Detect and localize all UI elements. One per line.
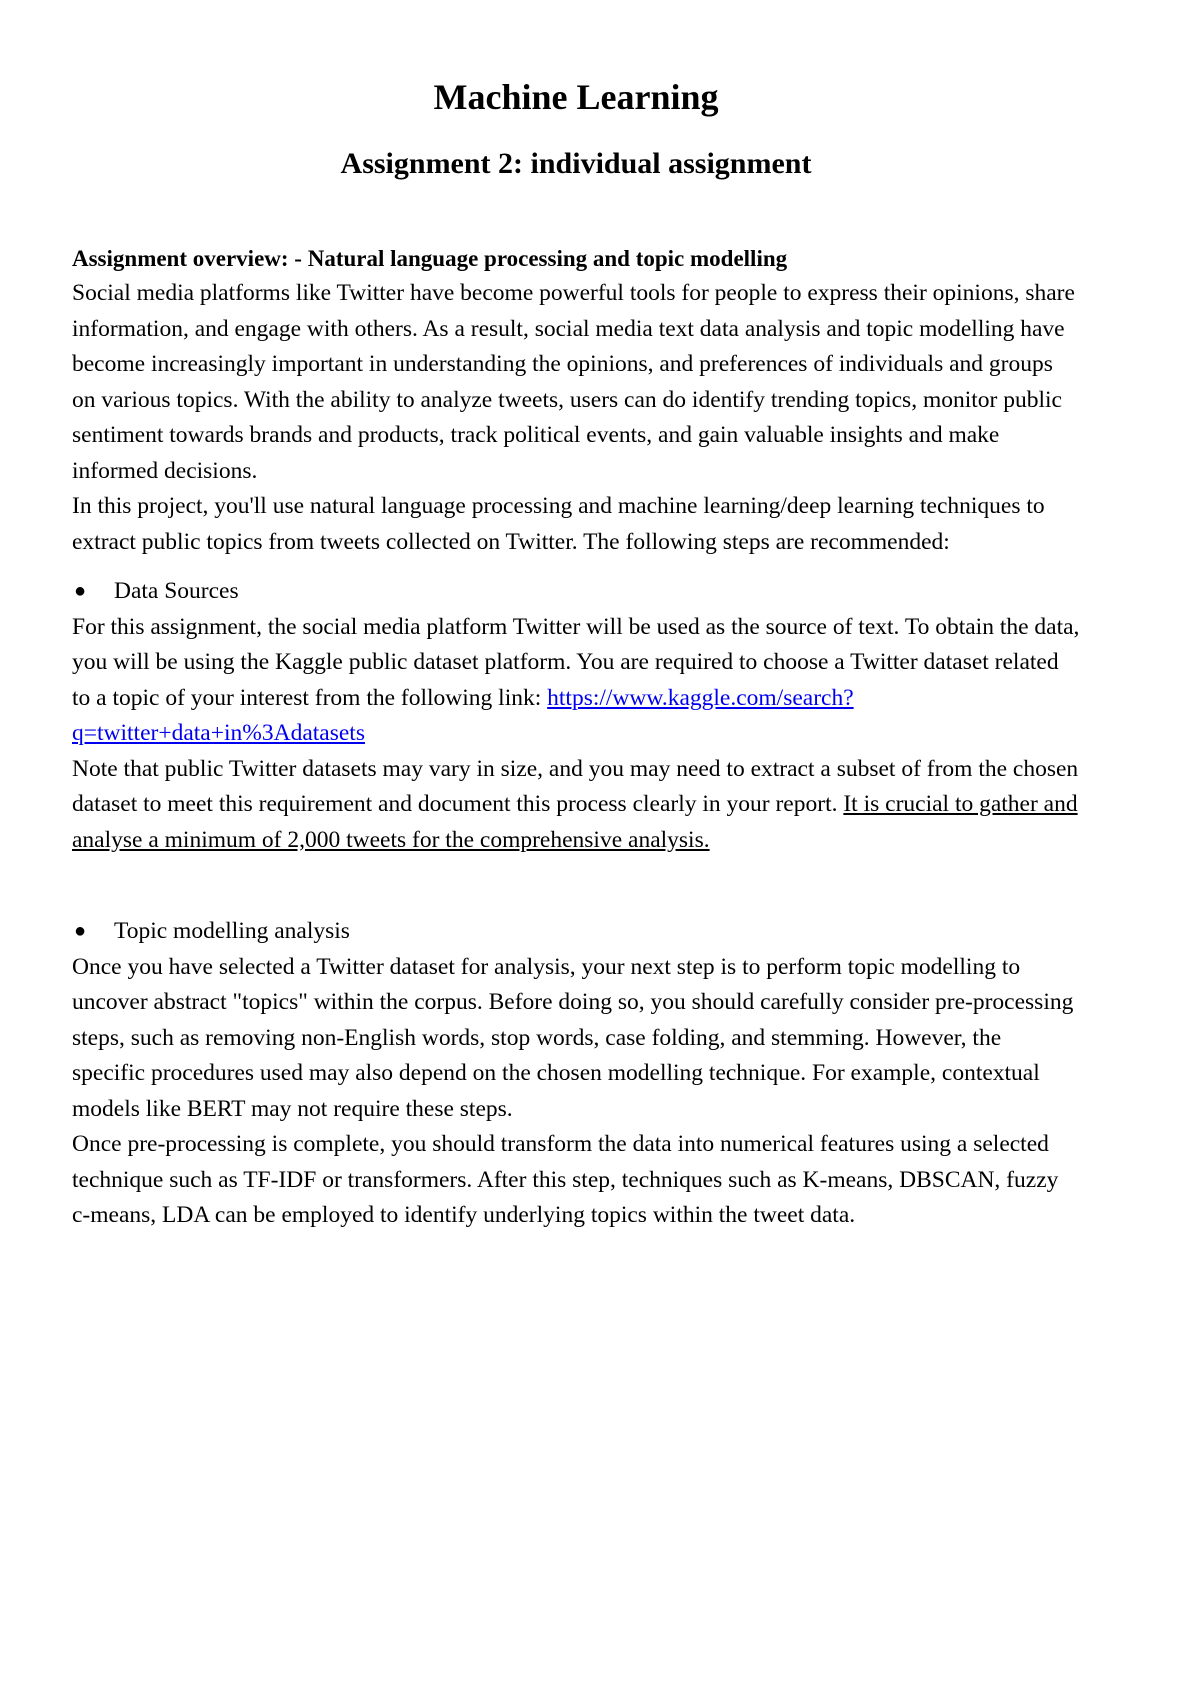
bullet-icon: ●	[74, 580, 87, 602]
topic-paragraph-1: Once you have selected a Twitter dataset for analysis, your next step is to perform topic modelling to uncover abstract "topics" within the corpus. Before doing so, you should carefully consider pre-processing steps, such as removing non-English words, stop words, case folding, and stemming. However, the specific procedures used may also depend on the chosen modelling technique. For example, contextual models like BERT may not require these steps.	[72, 953, 1074, 1122]
bullet-data-sources-label: Data Sources	[114, 578, 239, 604]
kaggle-link[interactable]: https://www.kaggle.com/search?q=twitter+data+in%3Adatasets	[72, 684, 854, 746]
bullet-topic-modelling	[72, 914, 1080, 950]
data-sources-paragraph	[72, 610, 1080, 752]
document-subtitle: Assignment 2: individual assignment	[340, 147, 812, 180]
intro-paragraph: Social media platforms like Twitter have become powerful tools for people to express their opinions, share information, and engage with others. As a result, social media text data analysis and topic modelling have become increasingly important in understanding the opinions, and preferences of individuals and groups on various topics. With the ability to analyze tweets, users can do identify trending topics, monitor public sentiment towards brands and products, track political events, and gain valuable insights and make informed decisions.	[72, 280, 1075, 484]
bullet-icon: ●	[74, 920, 87, 942]
bullet-data-sources	[72, 574, 1080, 610]
note-emphasis: It is crucial to gather and analyse a minimum of 2,000 tweets for the comprehensive analysis.	[72, 791, 1078, 853]
data-sources-text: For this assignment, the social media platform Twitter will be used as the source of text. To obtain the data, you will be using the Kaggle public dataset platform. You are required to choose a Twitter dataset related to a topic of your interest from the following link:	[72, 613, 1080, 711]
topic-paragraph-2: Once pre-processing is complete, you should transform the data into numerical features using a selected technique such as TF-IDF or transformers. After this step, techniques such as K-means, DBSCAN, fuzzy c-means, LDA can be employed to identify underlying topics within the tweet data.	[72, 1131, 1059, 1228]
project-paragraph: In this project, you'll use natural language processing and machine learning/deep learning techniques to extract public topics from tweets collected on Twitter. The following steps are recommended:	[72, 493, 1045, 555]
overview-heading: Assignment overview: - Natural language processing and topic modelling	[72, 246, 788, 271]
document-title: Machine Learning	[433, 77, 719, 117]
note-paragraph	[72, 752, 1080, 859]
note-text: Note that public Twitter datasets may vary in size, and you may need to extract a subset of from the chosen dataset to meet this requirement and document this process clearly in your report.	[72, 755, 1079, 817]
bullet-topic-modelling-label: Topic modelling analysis	[114, 918, 350, 944]
